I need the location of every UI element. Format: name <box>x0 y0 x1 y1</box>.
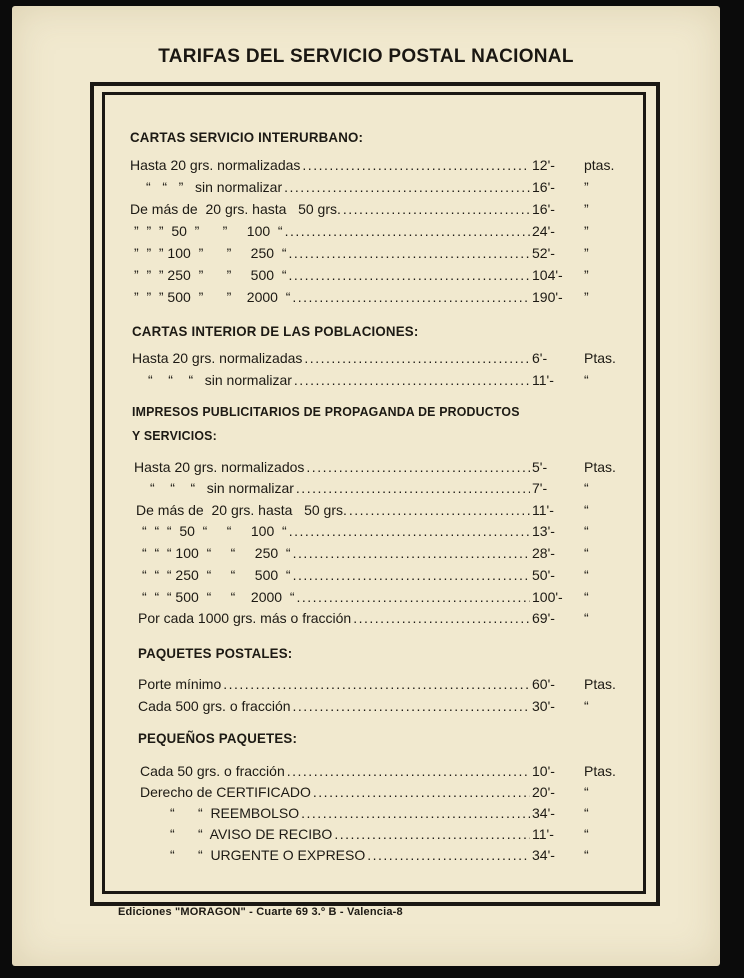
rate-row: “ “ “ sin normalizar ..... 11'- “ <box>148 370 630 390</box>
section-heading: CARTAS SERVICIO INTERURBANO: <box>130 129 364 145</box>
rate-row: Cada 50 grs. o fracción ..... 10'- Ptas. <box>140 761 630 781</box>
rate-row: “ “ “ 100 “ “ 250 “ ..... 28'- “ <box>142 543 630 563</box>
rate-content <box>12 6 720 966</box>
rate-row: Hasta 20 grs. normalizadas ..... 6'- Ptas. <box>132 348 630 368</box>
rate-row: ” ” ” 250 ” ” 500 “ ..... 104'- ” <box>134 265 630 285</box>
rate-row: Por cada 1000 grs. más o fracción ..... 69'- “ <box>138 608 630 628</box>
rate-row: “ “ REEMBOLSO ..... 34'- “ <box>170 803 630 823</box>
section-heading: CARTAS INTERIOR DE LAS POBLACIONES: <box>132 323 419 339</box>
section-heading-line2: Y SERVICIOS: <box>132 428 217 443</box>
rate-row: De más de 20 grs. hasta 50 grs. ..... 11'- “ <box>136 500 630 520</box>
rate-row: “ “ AVISO DE RECIBO ..... 11'- “ <box>170 824 630 844</box>
rate-row: Cada 500 grs. o fracción ..... 30'- “ <box>138 696 630 716</box>
rate-row: Derecho de CERTIFICADO ..... 20'- “ <box>140 782 630 802</box>
publisher-footer: Ediciones "MORAGON" - Cuarte 69 3.º B - Valencia-8 <box>118 906 403 918</box>
rate-row: “ “ “ 250 “ “ 500 “ ..... 50'- “ <box>142 565 630 585</box>
rate-row: ” ” ” 50 ” ” 100 “ ..... 24'- ” <box>134 221 630 241</box>
rate-row: Porte mínimo ..... 60'- Ptas. <box>138 674 630 694</box>
rate-row: “ “ ” sin normalizar ..... 16'- ” <box>146 177 630 197</box>
rate-row: ” ” ” 500 ” ” 2000 “ ..... 190'- ” <box>134 287 630 307</box>
rate-row: Hasta 20 grs. normalizados ..... 5'- Ptas. <box>134 457 630 477</box>
rate-row: ” ” ” 100 ” ” 250 “ ..... 52'- ” <box>134 243 630 263</box>
section-heading: IMPRESOS PUBLICITARIOS DE PROPAGANDA DE PRODUCTOS <box>132 404 520 419</box>
rate-row: “ “ URGENTE O EXPRESO ..... 34'- “ <box>170 845 630 865</box>
rate-row: De más de 20 grs. hasta 50 grs. ..... 16'- ” <box>130 199 630 219</box>
section-heading: PAQUETES POSTALES: <box>138 645 293 661</box>
rate-row: “ “ “ sin normalizar ..... 7'- “ <box>150 478 630 498</box>
rate-row: Hasta 20 grs. normalizadas ..... 12'- ptas. <box>130 155 630 175</box>
rate-row: “ “ “ 50 “ “ 100 “ ..... 13'- “ <box>142 521 630 541</box>
rate-row: “ “ “ 500 “ “ 2000 “ ..... 100'- “ <box>142 587 630 607</box>
postal-rate-card <box>12 6 720 966</box>
section-heading: PEQUEÑOS PAQUETES: <box>138 730 298 746</box>
page-title: TARIFAS DEL SERVICIO POSTAL NACIONAL <box>158 46 574 67</box>
